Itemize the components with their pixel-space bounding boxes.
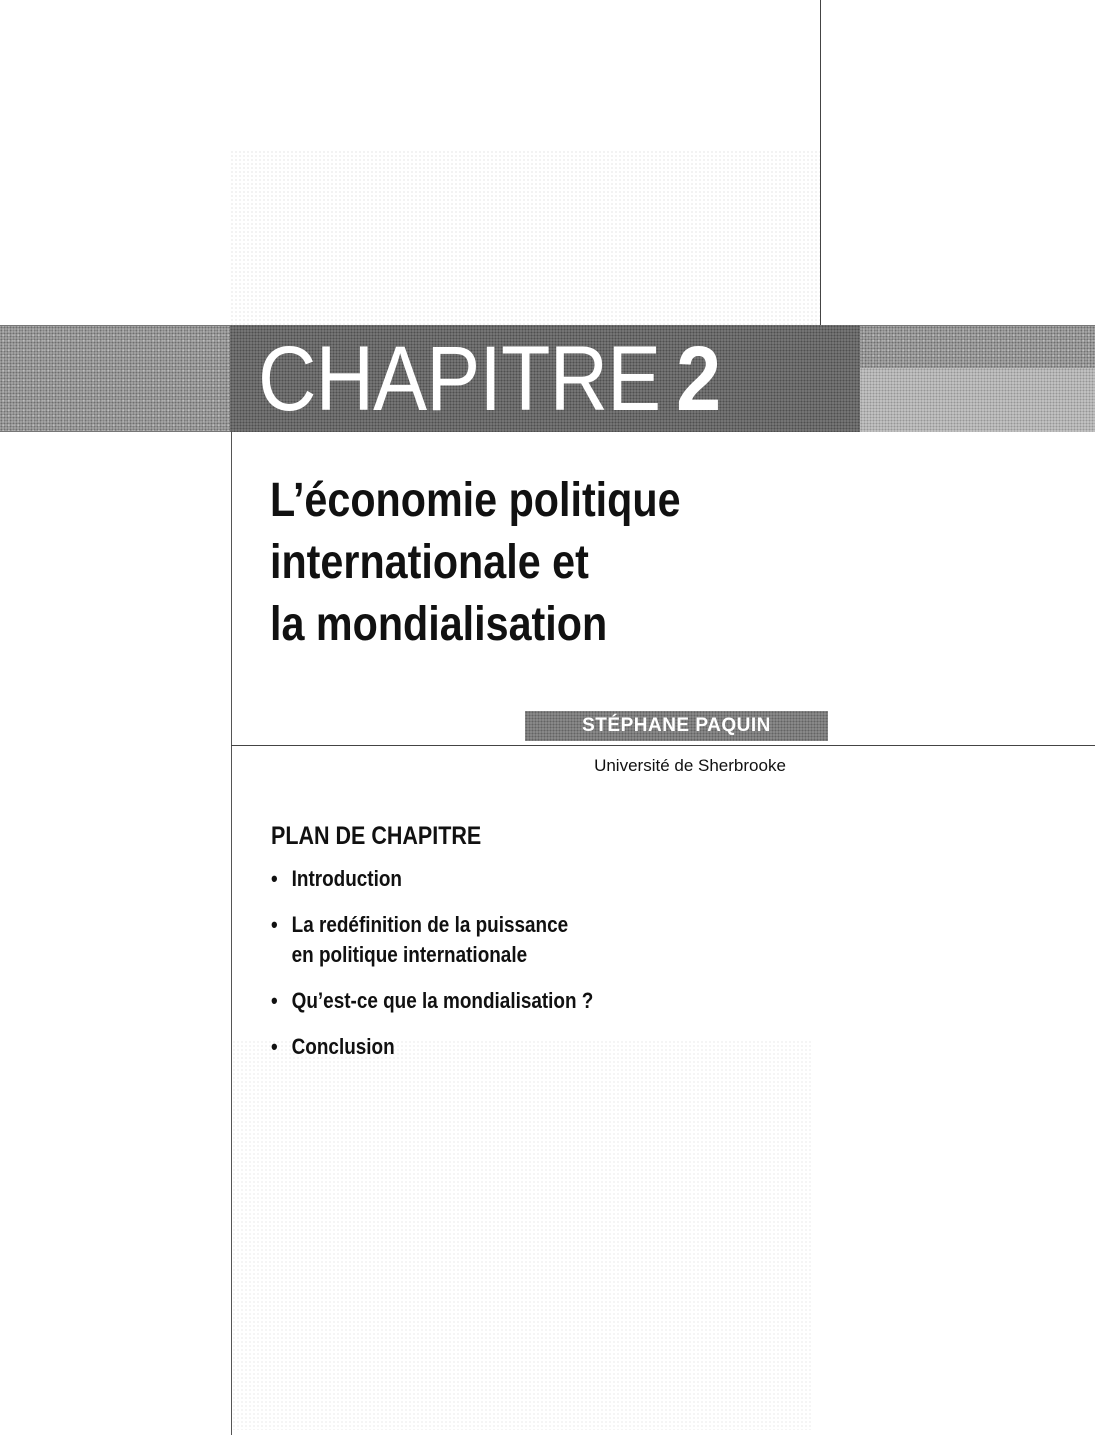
plan-item-text: La redéfinition de la puissance <box>291 912 569 937</box>
plan-item-mondialisation <box>271 986 593 1016</box>
plan-item-text-continued: en politique internationale <box>291 942 528 967</box>
bullet-icon: • <box>271 866 278 891</box>
author-rule <box>231 745 1095 746</box>
plan-item-conclusion <box>271 1032 593 1062</box>
author-name: STÉPHANE PAQUIN <box>582 715 771 736</box>
vertical-rule-top <box>820 0 821 326</box>
chapter-word: CHAPITRE <box>258 328 661 430</box>
chapter-title-line-1: L’économie politique <box>270 474 681 527</box>
chapter-title-line-2: internationale et <box>270 536 589 589</box>
bullet-icon: • <box>271 988 278 1013</box>
bullet-icon: • <box>271 912 278 937</box>
plan-item-text: Conclusion <box>291 1034 395 1059</box>
plan-item-introduction <box>271 864 593 894</box>
plan-heading: PLAN DE CHAPITRE <box>271 822 482 850</box>
plan-list <box>271 864 593 1078</box>
chapter-band-light-section <box>860 368 1095 432</box>
plan-item-text: Qu’est-ce que la mondialisation ? <box>291 988 594 1013</box>
vertical-rule-left <box>231 432 232 1435</box>
plan-item-redefinition <box>271 910 593 970</box>
chapter-title <box>270 470 681 656</box>
screen-tint-top <box>230 150 820 325</box>
plan-item-text: Introduction <box>291 866 402 891</box>
chapter-label <box>258 327 720 431</box>
author-affiliation: Université de Sherbrooke <box>594 756 786 775</box>
chapter-number: 2 <box>676 328 721 430</box>
bullet-icon: • <box>271 1034 278 1059</box>
chapter-title-line-3: la mondialisation <box>270 598 608 651</box>
screen-tint-bottom <box>232 1040 812 1430</box>
